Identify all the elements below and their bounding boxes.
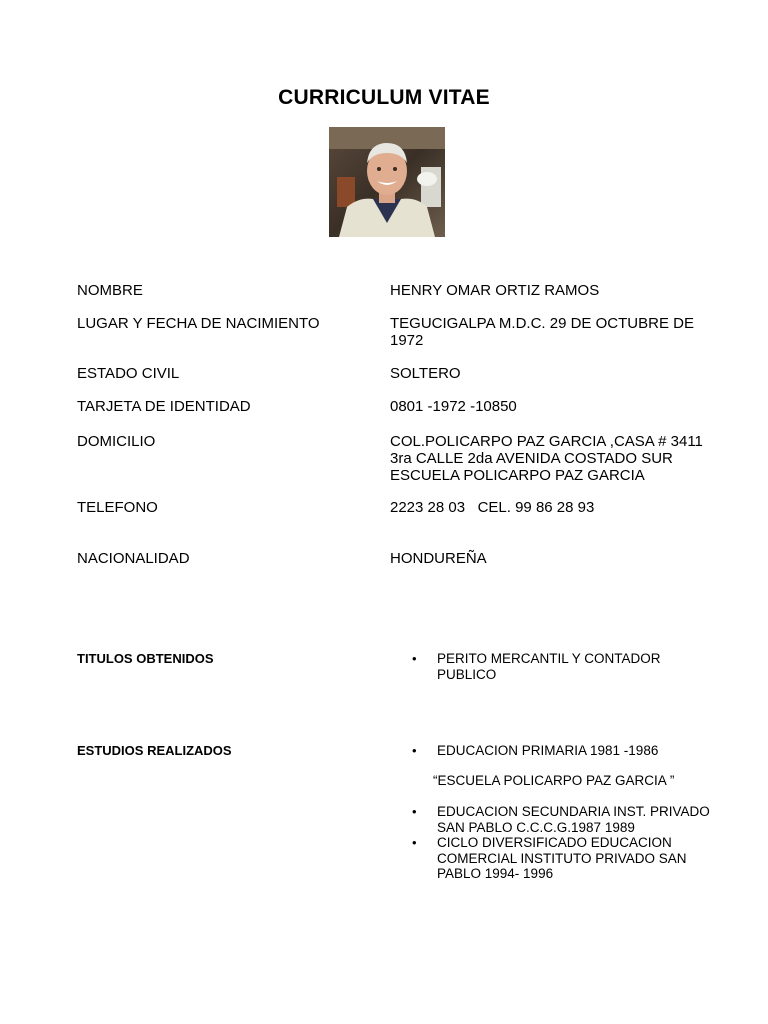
- value-line: COL.POLICARPO PAZ GARCIA ,CASA # 3411: [390, 433, 703, 450]
- list-item-line: PUBLICO: [437, 666, 497, 682]
- section-label-titulos: TITULOS OBTENIDOS: [77, 651, 214, 666]
- label-domicilio: DOMICILIO: [77, 433, 156, 450]
- list-item-line: EDUCACION PRIMARIA 1981 -1986: [437, 743, 659, 758]
- list-item-line: EDUCACION SECUNDARIA INST. PRIVADO: [437, 804, 710, 819]
- value-tarjeta-identidad: [390, 398, 735, 415]
- page-title: CURRICULUM VITAE: [278, 86, 490, 109]
- list-item: [412, 651, 742, 682]
- list-item-line: CICLO DIVERSIFICADO EDUCACION: [437, 835, 672, 850]
- value-lugar-fecha: [390, 315, 735, 349]
- list-item-line: SAN PABLO C.C.C.G.1987 1989: [437, 819, 635, 835]
- value-line: SOLTERO: [390, 365, 461, 382]
- list-item-line: COMERCIAL INSTITUTO PRIVADO SAN: [437, 850, 687, 866]
- value-line: 1972: [390, 332, 424, 349]
- bullet-icon: •: [412, 835, 417, 850]
- value-line: HENRY OMAR ORTIZ RAMOS: [390, 282, 600, 299]
- label-nombre: NOMBRE: [77, 282, 143, 299]
- value-estado-civil: [390, 365, 735, 382]
- value-line: 2223 28 03 CEL. 99 86 28 93: [390, 499, 595, 516]
- bullet-icon: •: [412, 651, 417, 666]
- section-label-estudios: ESTUDIOS REALIZADOS: [77, 743, 232, 758]
- value-line: 0801 -1972 -10850: [390, 398, 517, 415]
- portrait-photo-icon: [329, 127, 445, 237]
- label-tarjeta-identidad: TARJETA DE IDENTIDAD: [77, 398, 251, 415]
- value-line: TEGUCIGALPA M.D.C. 29 DE OCTUBRE DE: [390, 315, 694, 332]
- value-line: 3ra CALLE 2da AVENIDA COSTADO SUR: [390, 450, 673, 467]
- value-line: HONDUREÑA: [390, 550, 487, 567]
- school-name-line: “ESCUELA POLICARPO PAZ GARCIA ”: [433, 773, 675, 788]
- label-telefono: TELEFONO: [77, 499, 158, 516]
- list-item: [412, 835, 742, 882]
- titulos-list: [412, 651, 742, 682]
- list-item: [412, 804, 742, 835]
- bullet-icon: •: [412, 743, 417, 758]
- profile-photo: [329, 127, 445, 237]
- label-estado-civil: ESTADO CIVIL: [77, 365, 180, 382]
- estudios-list: [412, 804, 742, 882]
- value-nombre: [390, 282, 735, 299]
- estudios-list-first: [412, 743, 742, 759]
- value-domicilio: [390, 433, 735, 484]
- list-item-line: PABLO 1994- 1996: [437, 866, 554, 881]
- value-line: ESCUELA POLICARPO PAZ GARCIA: [390, 467, 645, 484]
- list-item-line: PERITO MERCANTIL Y CONTADOR: [437, 651, 661, 666]
- list-item: [412, 743, 742, 759]
- bullet-icon: •: [412, 804, 417, 819]
- label-nacionalidad: NACIONALIDAD: [77, 550, 190, 567]
- label-lugar-fecha: LUGAR Y FECHA DE NACIMIENTO: [77, 315, 320, 332]
- value-nacionalidad: [390, 550, 735, 567]
- value-telefono: [390, 499, 735, 516]
